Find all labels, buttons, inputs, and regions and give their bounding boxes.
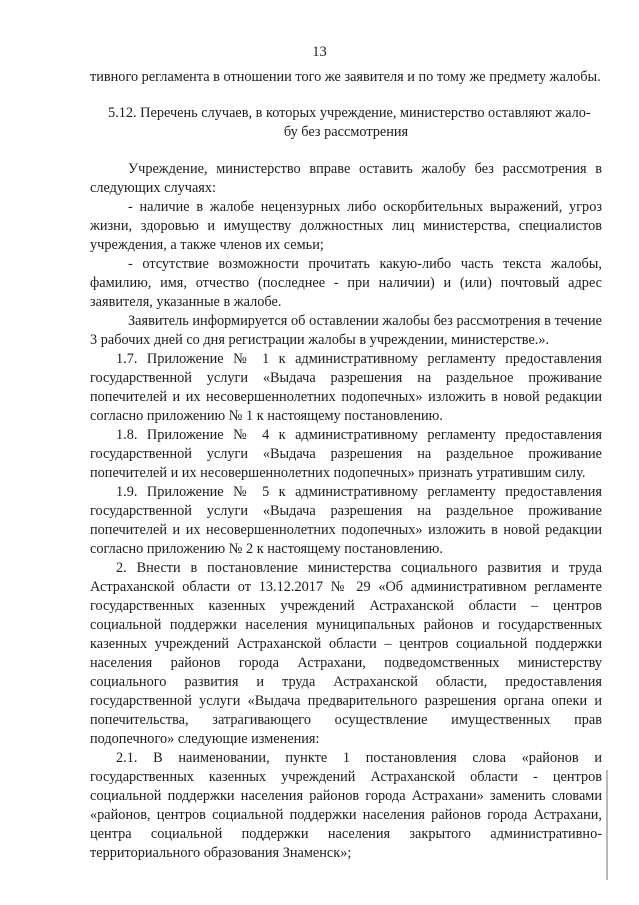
- scan-artifact: [606, 770, 608, 880]
- list-item-unreadable: - отсутствие возможности прочитать какую-либо часть текста жалобы, фамилию, имя, отчество (последнее - при наличии) и (или) почтовый адрес заявителя, указанные в жалобе.: [90, 256, 602, 310]
- section-heading-line2: бу без рассмотрения: [283, 124, 409, 140]
- section-heading: [90, 104, 602, 142]
- clause-1-7: 1.7. Приложение № 1 к административному регламенту предоставления государственной услуги «Выдача разрешения на раздельное проживание попечителей и их несовершеннолетних подопечных» изложить в новой редакции согласно приложению № 1 к настоящему постановлению.: [90, 351, 602, 424]
- paragraph-grounds: Учреждение, министерство вправе оставить жалобу без рассмотрения в следующих случаях:: [90, 161, 602, 196]
- clause-1-9: 1.9. Приложение № 5 к административному регламенту предоставления государственной услуги «Выдача разрешения на раздельное проживание попечителей и их несовершеннолетних подопечных» изложить в новой редакции согласно приложению № 2 к настоящему постановлению.: [90, 484, 602, 557]
- clause-1-8: 1.8. Приложение № 4 к административному регламенту предоставления государственной услуги «Выдача разрешения на раздельное проживание попечителей и их несовершеннолетних подопечных» признать утратившим силу.: [90, 427, 602, 481]
- paragraph-notification: Заявитель информируется об оставлении жалобы без рассмотрения в течение 3 рабочих дней со дня регистрации жалобы в учреждении, министерстве.».: [90, 313, 602, 348]
- clause-2: 2. Внести в постановление министерства социального развития и труда Астраханской области от 13.12.2017 № 29 «Об административном регламенте государственных казенных учреждений Астраханской области – центров социальной поддержки населения муниципальных районов и государственных казенных учреждений Астраханской области – центров социальной поддержки населения районов города Астрахани, подведомственных министерству социального развития и труда Астраханской области, предоставления государственной услуги «Выдача предварительного разрешения органа опеки и попечительства, затрагивающего осуществление имущественных прав подопечного» следующие изменения:: [90, 560, 602, 747]
- list-item-obscene: - наличие в жалобе нецензурных либо оскорбительных выражений, угроз жизни, здоровью и имуществу должностных лиц министерства, специалистов учреждения, а также членов их семьи;: [90, 199, 602, 253]
- document-body: [90, 68, 602, 863]
- section-heading-line1: 5.12. Перечень случаев, в которых учреждение, министерство оставляют жало-: [108, 105, 591, 121]
- page-number: 13: [312, 44, 327, 60]
- clause-2-1: 2.1. В наименовании, пункте 1 постановления слова «районов и государственных казенных учреждений Астраханской области - центров социальной поддержки населения районов города Астрахани» заменить словами «районов, центров социальной поддержки населения районов города Астрахани, центра социальной поддержки населения закрытого административно-территориального образования Знаменск»;: [90, 750, 602, 861]
- paragraph-continuation: тивного регламента в отношении того же заявителя и по тому же предмету жалобы.: [90, 69, 601, 85]
